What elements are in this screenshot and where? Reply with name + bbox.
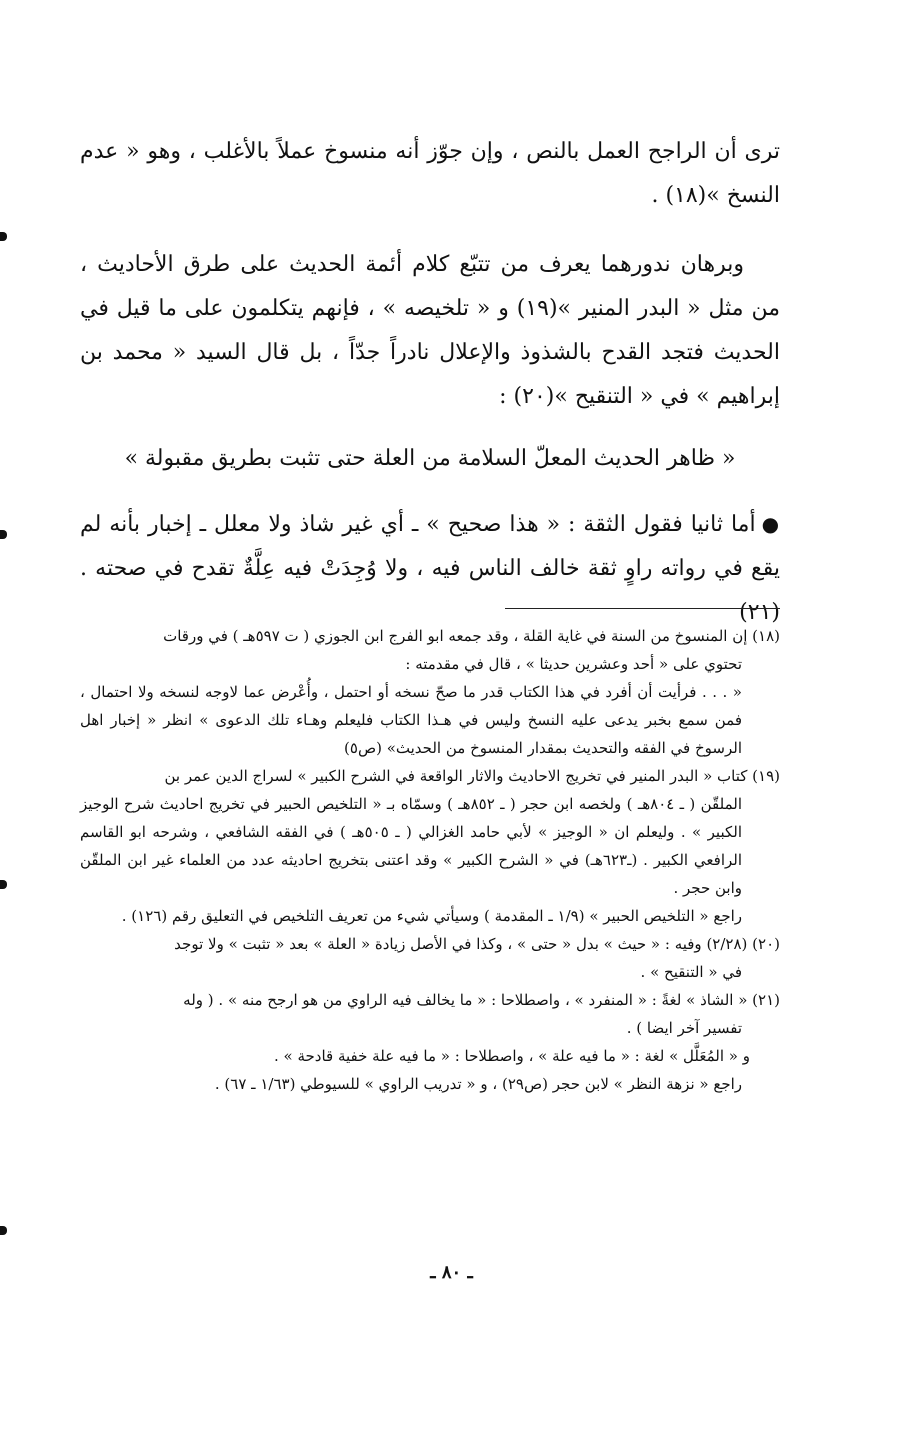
bullet-icon: ● (761, 512, 780, 536)
body-paragraph-2: وبرهان ندورهما يعرف من تتبّع كلام أئمة الحديث على طرق الأحاديث ، من مثل « البدر المنير »(١٩) و « تلخيصه » ، فإنهم يتكلمون على ما قيل في الحديث فتجد القدح بالشذوذ والإعلال نادراً جدّاً ، بل قال السيد « محمد بن إبراهيم » في « التنقيح »(٢٠) : (80, 252, 780, 409)
footnote-separator (505, 608, 780, 609)
footnote-19-first: (١٩) كتاب « البدر المنير في تخريج الاحاديث والاثار الواقعة في الشرح الكبير » لسراج الدين عمر بن (164, 767, 780, 785)
footnote-18-cont: تحتوي على « أحد وعشرين حديثا » ، قال في مقدمته : (405, 655, 742, 673)
body-paragraph-1: ترى أن الراجح العمل بالنص ، وإن جوّز أنه منسوخ عملاً بالأغلب ، وهو « عدم النسخ »(١٨) . (80, 139, 780, 208)
footnote-20-cont: في « التنقيح » . (640, 963, 742, 981)
footnote-19 (80, 762, 780, 930)
footnote-21-first: (٢١) « الشاذ » لغةً : « المنفرد » ، واصطلاحا : « ما يخالف فيه الراوي من هو ارجح منه » . ( وله (183, 991, 780, 1009)
footnote-18 (80, 622, 780, 762)
footnote-21 (80, 986, 780, 1098)
margin-mark (0, 232, 7, 241)
quoted-rule: « ظاهر الحديث المعلّ السلامة من العلة حتى تثبت بطريق مقبولة » (124, 446, 736, 471)
body-paragraph-4-text: أما ثانيا فقول الثقة : « هذا صحيح » ـ أي غير شاذ ولا معلل ـ إخبار بأنه لم يقع في رواته راوٍ ثقة خالف الناس فيه ، ولا وُجِدَتْ فيه عِلَّةٌ تقدح في صحته .(٢١) (80, 512, 780, 625)
footnote-20-first: (٢٠) (٢/٢٨) وفيه : « حيث » بدل « حتى » ، وكذا في الأصل زيادة « العلة » بعد « تثبت » ولا توجد (174, 935, 780, 953)
margin-mark (0, 530, 7, 539)
footnote-21-cont: تفسير آخر ايضا ) . (626, 1019, 742, 1037)
margin-mark (0, 880, 7, 889)
footnote-20 (80, 930, 780, 986)
body-paragraph-4 (80, 502, 780, 635)
margin-mark (0, 1226, 7, 1235)
footnote-21-ref: راجع « نزهة النظر » لابن حجر (ص٢٩) ، و « تدريب الراوي » للسيوطي (١/٦٣ ـ ٦٧) . (214, 1075, 742, 1093)
footnote-18-quote: « . . . فرأيت أن أفرد في هذا الكتاب قدر ما صحّ نسخه أو احتمل ، وأُعْرض عما لاوجه لنسخه ولا احتمال ، فمن سمع بخبر يدعى عليه النسخ وليس في هـذا الكتاب فليعلم وهـاء تلك الدعوى » انظر « إخبار اهل الرسوخ في الفقه والتحديث بمقدار المنسوخ من الحديث» (ص٥) (80, 683, 742, 757)
footnote-18-first: (١٨) إن المنسوخ من السنة في غاية القلة ، وقد جمعه ابو الفرج ابن الجوزي ( ت ٥٩٧هـ ) في ورقات (163, 627, 780, 645)
footnotes (80, 622, 780, 1098)
page-number: ـ ٨٠ ـ (430, 1262, 473, 1283)
footnote-19-ref: راجع « التلخيص الحبير » (١/٩ ـ المقدمة ) وسيأتي شيء من تعريف التلخيص في التعليق رقم (١٢٦) . (121, 907, 742, 925)
footnote-21-sub: و « المُعَلَّل » لغة : « ما فيه علة » ، واصطلاحا : « ما فيه علة خفية قادحة » . (274, 1047, 750, 1065)
footnote-19-cont: الملقّن ( ـ ٨٠٤هـ ) ولخصه ابن حجر ( ـ ٨٥٢هـ ) وسمّاه بـ « التلخيص الحبير في تخريج احاديث شرح الوجيز الكبير » . وليعلم ان « الوجيز » لأبي حامد الغزالي ( ـ ٥٠٥هـ ) في الفقه الشافعي ، وشرحه ابو القاسم الرافعي الكبير . (ـ٦٢٣هـ) في « الشرح الكبير » وقد اعتنى بتخريج احاديثه عدد من العلماء غير ابن الملقّن وابن حجر . (80, 795, 742, 897)
